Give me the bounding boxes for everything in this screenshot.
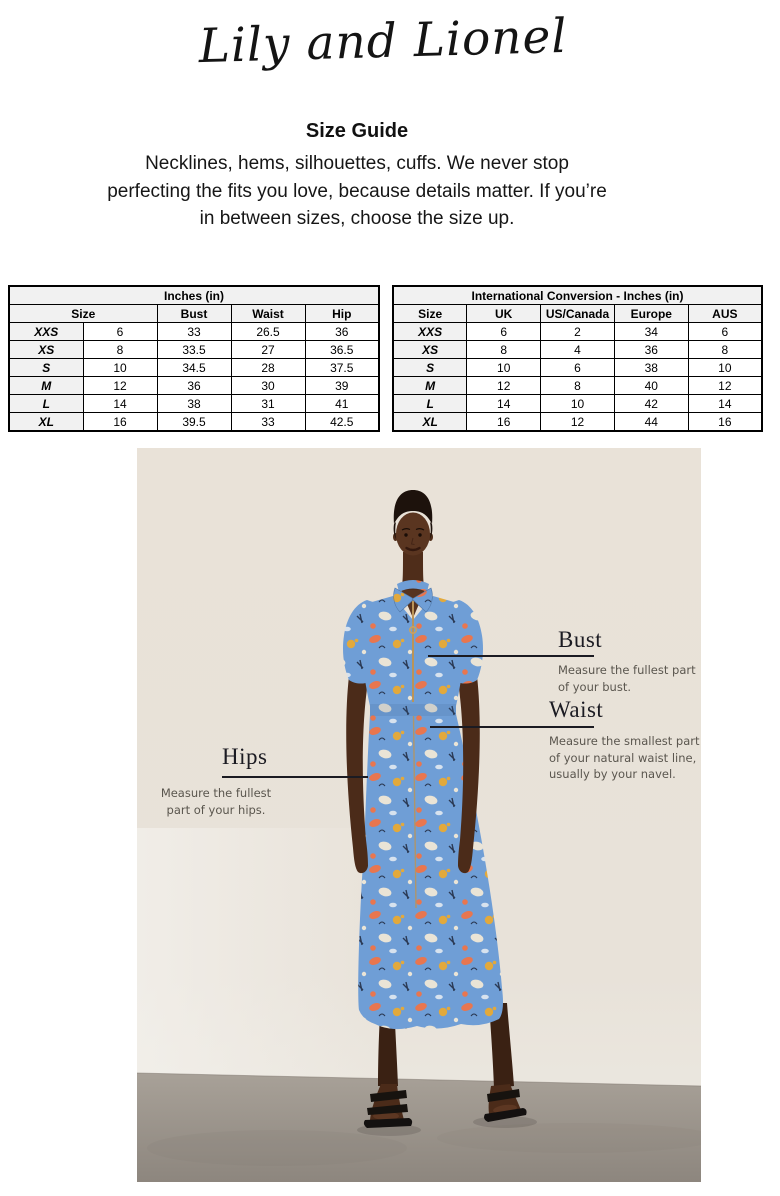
- size-value-cell: 10: [467, 359, 541, 377]
- size-value-cell: 16: [83, 413, 157, 432]
- size-value-cell: 30: [231, 377, 305, 395]
- column-header-bust: Bust: [157, 305, 231, 323]
- bust-annotation-description: [558, 662, 696, 695]
- size-value-cell: 36.5: [305, 341, 379, 359]
- size-value-cell: 42.5: [305, 413, 379, 432]
- size-value-cell: 28: [231, 359, 305, 377]
- size-value-cell: 31: [231, 395, 305, 413]
- size-value-cell: 6: [83, 323, 157, 341]
- size-label-cell: S: [9, 359, 83, 377]
- size-table-row: [393, 323, 762, 341]
- size-label-cell: XXS: [393, 323, 467, 341]
- size-value-cell: 14: [467, 395, 541, 413]
- table-header-row: [393, 305, 762, 323]
- size-label-cell: M: [9, 377, 83, 395]
- intro-line: in between sizes, choose the size up.: [199, 208, 515, 229]
- size-value-cell: 34.5: [157, 359, 231, 377]
- size-value-cell: 10: [83, 359, 157, 377]
- size-value-cell: 4: [541, 341, 615, 359]
- size-value-cell: 8: [541, 377, 615, 395]
- size-value-cell: 16: [688, 413, 762, 432]
- size-table-row: [393, 395, 762, 413]
- waist-description-line: of your natural waist line,: [549, 750, 697, 765]
- size-value-cell: 6: [688, 323, 762, 341]
- size-table-row: [9, 341, 379, 359]
- size-value-cell: 12: [688, 377, 762, 395]
- size-value-cell: 8: [688, 341, 762, 359]
- column-header-europe: Europe: [614, 305, 688, 323]
- size-value-cell: 8: [467, 341, 541, 359]
- bust-pointer-line: [428, 655, 594, 657]
- table-title: International Conversion - Inches (in): [393, 286, 762, 305]
- size-value-cell: 10: [688, 359, 762, 377]
- studio-floor: [137, 1073, 701, 1182]
- bust-description-line: Measure the fullest part: [558, 663, 696, 677]
- column-header-size: Size: [393, 305, 467, 323]
- table-title-row: [9, 286, 379, 305]
- size-label-cell: L: [393, 395, 467, 413]
- size-value-cell: 2: [541, 323, 615, 341]
- size-table-row: [9, 377, 379, 395]
- table-title: Inches (in): [9, 286, 379, 305]
- column-header-waist: Waist: [231, 305, 305, 323]
- size-table-row: [9, 359, 379, 377]
- size-label-cell: XL: [393, 413, 467, 432]
- size-value-cell: 36: [614, 341, 688, 359]
- size-table-row: [9, 323, 379, 341]
- waist-description-line: usually by your navel.: [549, 767, 676, 781]
- table-header-row: [9, 305, 379, 323]
- bust-description-line: of your bust.: [558, 679, 631, 694]
- size-label-cell: L: [9, 395, 83, 413]
- hips-pointer-line: [222, 776, 368, 778]
- size-label-cell: XL: [9, 413, 83, 432]
- size-value-cell: 40: [614, 377, 688, 395]
- size-table-row: [393, 359, 762, 377]
- hips-annotation-label: Hips: [222, 744, 268, 769]
- size-value-cell: 38: [614, 359, 688, 377]
- column-header-aus: AUS: [688, 305, 762, 323]
- international-conversion-table: [392, 285, 763, 432]
- brand-logo: Lily and Lionel: [197, 8, 569, 75]
- measurement-guide-photo: [137, 448, 701, 1182]
- size-value-cell: 39: [305, 377, 379, 395]
- size-value-cell: 33: [157, 323, 231, 341]
- intro-line: perfecting the fits you love, because details matter. If you’re: [107, 180, 607, 202]
- size-value-cell: 27: [231, 341, 305, 359]
- column-header-uk: UK: [467, 305, 541, 323]
- size-value-cell: 38: [157, 395, 231, 413]
- page-title: Size Guide: [305, 120, 409, 142]
- size-value-cell: 12: [83, 377, 157, 395]
- waist-annotation-description: [549, 733, 700, 783]
- size-value-cell: 6: [467, 323, 541, 341]
- size-table-row: [393, 413, 762, 432]
- column-header-hip: Hip: [305, 305, 379, 323]
- size-table-row: [393, 341, 762, 359]
- size-table-row: [393, 377, 762, 395]
- table-title-row: [393, 286, 762, 305]
- waist-annotation-label: Waist: [549, 697, 604, 722]
- size-value-cell: 36: [305, 323, 379, 341]
- size-value-cell: 8: [83, 341, 157, 359]
- size-value-cell: 6: [541, 359, 615, 377]
- size-value-cell: 34: [614, 323, 688, 341]
- size-value-cell: 16: [467, 413, 541, 432]
- size-value-cell: 12: [467, 377, 541, 395]
- waist-pointer-line: [430, 726, 594, 728]
- size-value-cell: 33.5: [157, 341, 231, 359]
- bust-annotation-label: Bust: [558, 627, 603, 652]
- size-value-cell: 37.5: [305, 359, 379, 377]
- size-value-cell: 44: [614, 413, 688, 432]
- size-value-cell: 42: [614, 395, 688, 413]
- intro-text: [0, 150, 714, 233]
- hips-annotation-description: Measure the fullest part of your hips.: [160, 786, 272, 817]
- size-value-cell: 10: [541, 395, 615, 413]
- size-label-cell: XS: [393, 341, 467, 359]
- size-value-cell: 39.5: [157, 413, 231, 432]
- column-header-size: Size: [9, 305, 157, 323]
- waist-description-line: Measure the smallest part: [549, 734, 700, 748]
- size-label-cell: M: [393, 377, 467, 395]
- intro-line: Necklines, hems, silhouettes, cuffs. We never stop: [145, 153, 569, 174]
- size-value-cell: 26.5: [231, 323, 305, 341]
- size-value-cell: 33: [231, 413, 305, 432]
- size-value-cell: 14: [688, 395, 762, 413]
- column-header-us-canada: US/Canada: [541, 305, 615, 323]
- size-table-row: [9, 413, 379, 432]
- size-label-cell: S: [393, 359, 467, 377]
- model-head: [393, 490, 433, 556]
- size-value-cell: 12: [541, 413, 615, 432]
- size-value-cell: 14: [83, 395, 157, 413]
- size-value-cell: 41: [305, 395, 379, 413]
- inches-size-table: [8, 285, 380, 432]
- size-table-row: [9, 395, 379, 413]
- size-value-cell: 36: [157, 377, 231, 395]
- size-label-cell: XXS: [9, 323, 83, 341]
- size-label-cell: XS: [9, 341, 83, 359]
